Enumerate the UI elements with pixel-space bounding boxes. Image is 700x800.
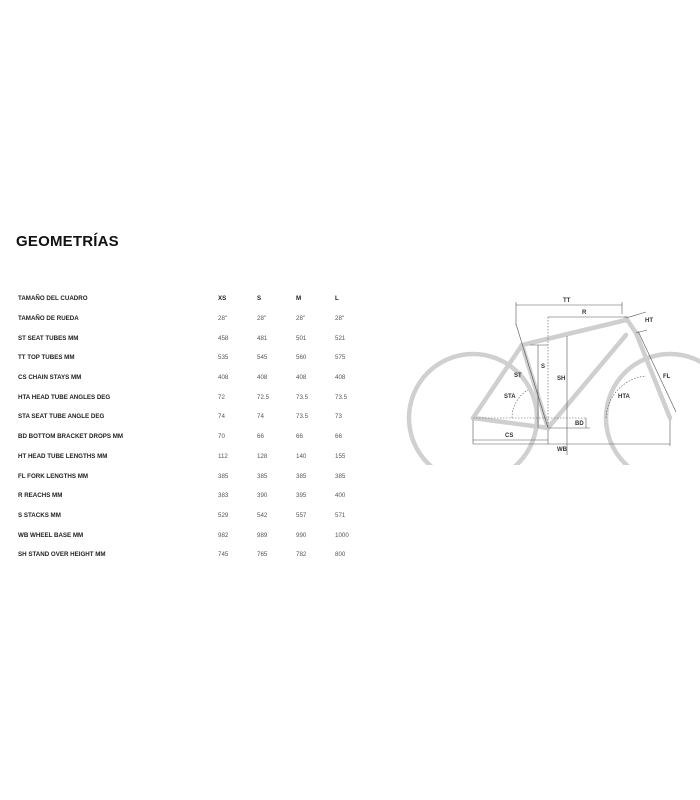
row-value: 66 [335,433,342,441]
bike-geometry-diagram [405,290,700,465]
row-label: S STACKS MM [18,511,61,519]
table-row [18,407,374,427]
size-s: S [257,295,262,303]
row-label: HTA HEAD TUBE ANGLES DEG [18,393,111,401]
row-value: 28" [296,315,306,323]
row-value: 400 [335,492,346,500]
row-value: 140 [296,452,307,460]
row-value: 385 [296,472,307,480]
row-label: STA SEAT TUBE ANGLE DEG [18,413,105,421]
head-tube [626,318,636,333]
row-value: 73.5 [296,393,309,401]
label-tt: TT [563,298,571,304]
row-value: 458 [218,334,229,342]
row-label: FL FORK LENGTHS MM [18,472,89,480]
row-value: 408 [296,374,307,382]
row-value: 72 [218,393,225,401]
row-value: 571 [335,511,346,519]
row-label: CS CHAIN STAYS MM [18,374,82,382]
row-value: 545 [257,354,268,362]
row-value: 782 [296,551,307,559]
row-value: 128 [257,452,268,460]
row-value: 542 [257,511,268,519]
row-label: SH STAND OVER HEIGHT MM [18,551,106,559]
row-value: 73.5 [335,393,348,401]
row-label: TAMAÑO DE RUEDA [18,315,79,323]
row-value: 155 [335,452,346,460]
table-row [18,348,374,368]
size-l: L [335,295,339,303]
row-value: 1000 [335,531,349,539]
label-fl: FL [663,374,671,380]
table-row [18,466,374,486]
row-value: 560 [296,354,307,362]
row-label: HT HEAD TUBE LENGTHS MM [18,452,108,460]
row-value: 66 [257,433,264,441]
row-label: BD BOTTOM BRACKET DROPS MM [18,433,124,441]
table-row [18,368,374,388]
row-value: 481 [257,334,268,342]
row-value: 395 [296,492,307,500]
row-value: 501 [296,334,307,342]
row-value: 385 [335,472,346,480]
label-wb: WB [557,447,567,453]
row-value: 535 [218,354,229,362]
label-r: R [582,310,587,316]
row-value: 990 [296,531,307,539]
label-cs: CS [505,433,514,439]
row-value: 28" [257,315,267,323]
label-bd: BD [575,421,584,427]
table-row [18,545,374,565]
row-value: 765 [257,551,268,559]
row-value: 74 [218,413,225,421]
table-row [18,447,374,467]
row-value: 112 [218,452,228,460]
row-value: 383 [218,492,229,500]
row-value: 74 [257,413,264,421]
row-value: 745 [218,551,229,559]
row-value: 73.5 [296,413,309,421]
row-value: 408 [218,374,229,382]
row-value: 72.5 [257,393,270,401]
page-title: GEOMETRÍAS [16,233,119,250]
table-row [18,506,374,526]
row-value: 989 [257,531,268,539]
row-value: 408 [335,374,346,382]
header-label: TAMAÑO DEL CUADRO [18,295,88,303]
dimension-lines [473,302,676,455]
label-sta: STA [504,394,516,400]
label-s: S [541,364,546,370]
row-value: 70 [218,433,225,441]
row-value: 521 [335,334,346,342]
table-row [18,309,374,329]
row-value: 385 [257,472,268,480]
label-sh: SH [557,376,566,382]
row-label: TT TOP TUBES MM [18,354,75,362]
ht-leader [626,312,646,318]
geometry-table [18,289,374,565]
table-row [18,387,374,407]
row-value: 529 [218,511,229,519]
table-row [18,427,374,447]
rear-wheel [409,354,537,465]
row-value: 982 [218,531,229,539]
row-label: ST SEAT TUBES MM [18,334,79,342]
top-tube [522,320,626,345]
size-xs: XS [218,295,227,303]
row-value: 66 [296,433,303,441]
row-label: R REACHS MM [18,492,63,500]
table-row [18,328,374,348]
fork-length-dimension [638,331,676,412]
label-st: ST [514,373,522,379]
row-value: 390 [257,492,268,500]
bike-frame [473,318,670,428]
row-value: 575 [335,354,346,362]
row-value: 557 [296,511,307,519]
table-row [18,525,374,545]
table-header-row [18,289,374,309]
label-hta: HTA [618,394,630,400]
row-value: 28" [335,315,345,323]
row-value: 385 [218,472,229,480]
row-label: WB WHEEL BASE MM [18,531,84,539]
row-value: 408 [257,374,268,382]
row-value: 800 [335,551,346,559]
row-value: 73 [335,413,342,421]
size-m: M [296,295,302,303]
row-value: 28" [218,315,228,323]
table-row [18,486,374,506]
label-ht: HT [645,318,653,324]
